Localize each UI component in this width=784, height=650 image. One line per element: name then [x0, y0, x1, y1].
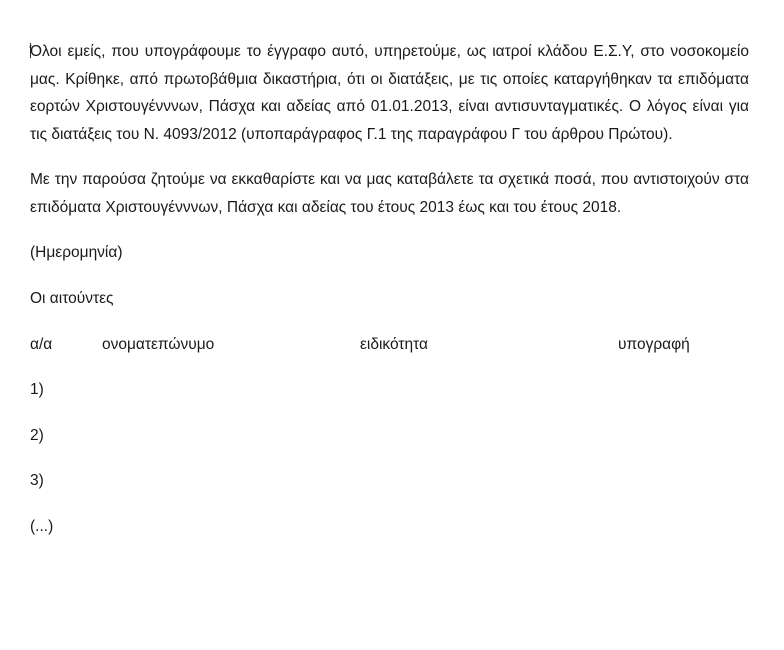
table-row: 1)	[30, 381, 44, 399]
table-row: 2)	[30, 426, 44, 444]
table-row: 3)	[30, 472, 44, 490]
column-header-signature: υπογραφή	[618, 335, 690, 353]
paragraph-1-wrapper	[30, 38, 749, 148]
date-placeholder: (Ημερομηνία)	[30, 244, 123, 262]
column-header-specialty: ειδικότητα	[360, 335, 428, 353]
table-row: (...)	[30, 517, 54, 535]
signature-table-header	[30, 331, 749, 359]
column-header-fullname: ονοματεπώνυμο	[102, 335, 215, 353]
column-header-index: α/α	[30, 335, 53, 353]
paragraph-2: Με την παρούσα ζητούμε να εκκαθαρίστε και να μας καταβάλετε τα σχετικά ποσά, που αντιστοιχούν στα επιδόματα Χριστουγένννων, Πάσχα και αδείας του έτους 2013 έως και του έτους 2018.	[30, 171, 749, 216]
paragraph-1: Όλοι εμείς, που υπογράφουμε το έγγραφο αυτό, υπηρετούμε, ως ιατροί κλάδου Ε.Σ.Υ, στο νοσοκομείο μας. Κρίθηκε, από πρωτοβάθμια δικαστήρια, ότι οι διατάξεις, με τις οποίες καταργήθηκαν τα επιδόματα εορτών Χριστουγένννων, Πάσχα και αδείας από 01.01.2013, είναι αντισυνταγματικές. Ο λόγος είναι για τις διατάξεις του Ν. 4093/2012 (υποπαράγραφος Γ.1 της παραγράφου Γ του άρθρου Πρώτου).	[30, 43, 749, 143]
applicants-label: Οι αιτούντες	[30, 290, 114, 308]
